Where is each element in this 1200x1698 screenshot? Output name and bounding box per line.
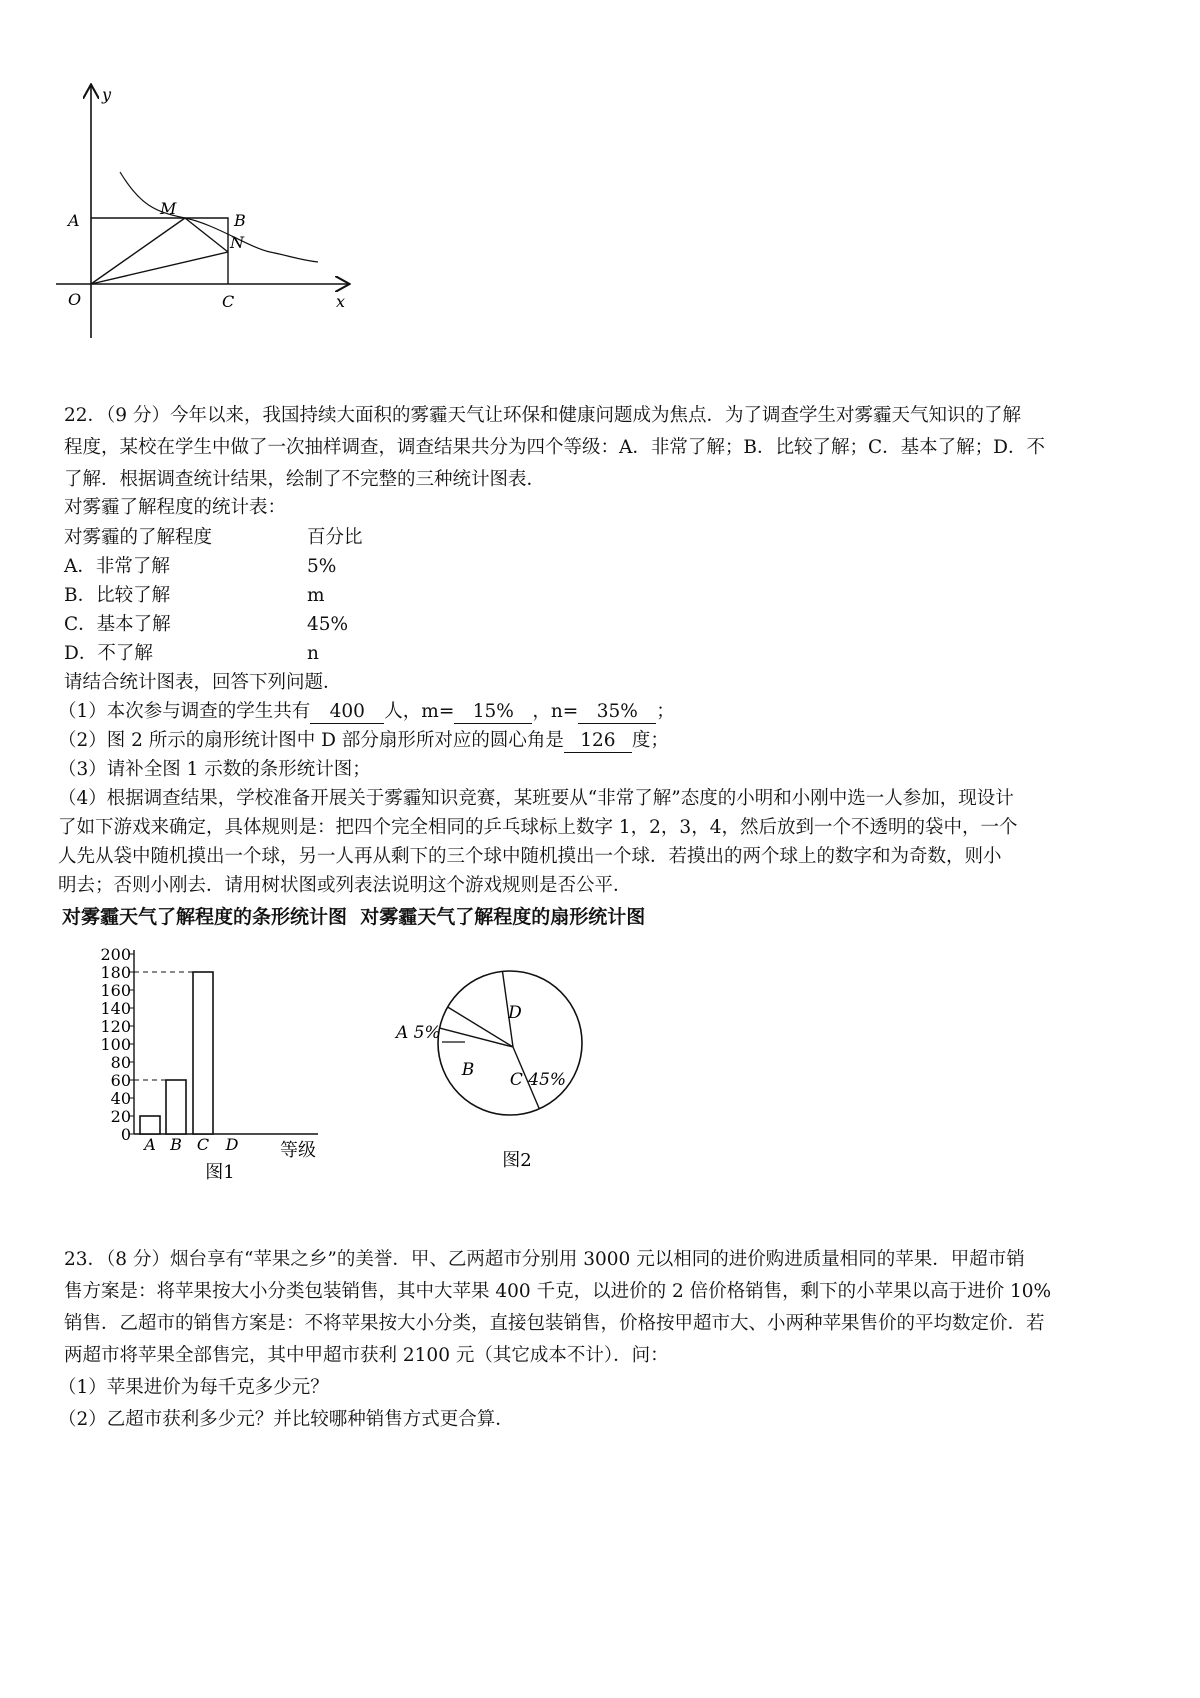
- q22-line-2: 程度，某校在学生中做了一次抽样调查，调查结果共分为四个等级：A．非常了解；B．比较了解；C．基本了解；D．不: [64, 437, 1045, 458]
- bar-y-tick-label: 20: [110, 1107, 131, 1126]
- table-cell-percent: 5%: [307, 556, 337, 577]
- q23-line-2: 售方案是：将苹果按大小分类包装销售，其中大苹果 400 千克，以进价的 2 倍价格销售，剩下的小苹果以高于进价 10%: [64, 1281, 1052, 1302]
- q22-intro: [64, 400, 1150, 496]
- bar-C: [193, 972, 213, 1134]
- bar-x-tick-label: D: [225, 1135, 239, 1154]
- bar-y-tick-label: 0: [120, 1125, 131, 1144]
- bar-y-tick-label: 140: [100, 999, 131, 1018]
- pie-slice-label: B: [461, 1060, 475, 1080]
- q22-subq-1-text-a: （1）本次参与调查的学生共有: [58, 701, 311, 722]
- answer-angle: 126: [564, 730, 632, 753]
- bar-A: [140, 1116, 160, 1134]
- table-cell-level: C．基本了解: [64, 614, 171, 635]
- q22-subq-4-line-4: 明去；否则小刚去．请用树状图或列表法说明这个游戏规则是否公平．: [58, 875, 632, 896]
- segment-om: [91, 218, 185, 284]
- label-y: y: [102, 85, 112, 104]
- chart-titles: 对雾霾天气了解程度的条形统计图 对雾霾天气了解程度的扇形统计图: [62, 906, 646, 928]
- table-row: [64, 581, 325, 611]
- pie-chart: [390, 950, 600, 1180]
- segment-mn: [185, 218, 228, 252]
- table-cell-level: A．非常了解: [64, 556, 170, 577]
- table-cell-percent: n: [307, 643, 319, 664]
- q23-subq-1: （1）苹果进价为每千克多少元？: [58, 1377, 329, 1398]
- q22-line-3: 了解．根据调查统计结果，绘制了不完整的三种统计图表．: [64, 469, 546, 490]
- label-c: C: [222, 292, 235, 311]
- q22-subq-3: （3）请补全图 1 示数的条形统计图；: [58, 759, 371, 780]
- bar-y-tick-label: 80: [110, 1053, 131, 1072]
- q22-subq-4-line-2: 了如下游戏来确定，具体规则是：把四个完全相同的乒乓球标上数字 1，2，3，4，然后放到一个不透明的袋中，一个: [58, 817, 1018, 838]
- table-cell-percent: m: [307, 585, 325, 606]
- table-row: [64, 639, 319, 669]
- answer-n: 35%: [578, 701, 656, 724]
- q22-subq-4-line-1: （4）根据调查结果，学校准备开展关于雾霾知识竞赛，某班要从“非常了解”态度的小明和小刚中选一人参加，现设计: [58, 788, 1014, 809]
- coordinate-figure: [50, 80, 360, 345]
- q22-subq-2-text-a: （2）图 2 所示的扇形统计图中 D 部分扇形所对应的圆心角是: [58, 730, 564, 751]
- label-a: A: [68, 211, 80, 230]
- q22-subq-1: [58, 697, 675, 727]
- table-cell-level: D．不了解: [64, 643, 153, 664]
- q22-subq-1-text-d: ；: [656, 701, 675, 722]
- table-cell-level: B．比较了解: [64, 585, 171, 606]
- table-title: 对雾霾了解程度的统计表：: [64, 497, 287, 518]
- table-header-percent: 百分比: [307, 527, 363, 548]
- bar-x-axis-label: 等级: [280, 1140, 316, 1161]
- label-n: N: [230, 233, 244, 252]
- pie-slice-label: D: [508, 1003, 522, 1023]
- q22-subq-1-text-b: 人，m=: [384, 701, 455, 722]
- bar-y-tick-label: 120: [100, 1017, 131, 1036]
- q23-line-3: 销售．乙超市的销售方案是：不将苹果按大小分类，直接包装销售，价格按甲超市大、小两种苹果售价的平均数定价．若: [64, 1313, 1045, 1334]
- bar-y-tick-label: 100: [100, 1035, 131, 1054]
- q22-subq-2: [58, 726, 669, 756]
- q22-subq-1-text-c: ，n=: [532, 701, 579, 722]
- pie-outline: [438, 971, 582, 1115]
- bar-B: [166, 1080, 186, 1134]
- bar-x-tick-label: B: [170, 1135, 182, 1154]
- bar-x-tick-label: A: [144, 1135, 156, 1154]
- q22-subq-4: [58, 784, 1144, 900]
- label-x: x: [336, 292, 346, 311]
- bar-y-tick-label: 200: [100, 945, 131, 964]
- q23-subq-2: （2）乙超市获利多少元？并比较哪种销售方式更合算．: [58, 1409, 514, 1430]
- label-b: B: [234, 211, 246, 230]
- q22-line-1: 22．（9 分）今年以来，我国持续大面积的雾霾天气让环保和健康问题成为焦点．为了调查学生对雾霾天气知识的了解: [64, 405, 1021, 426]
- pie-slice-label: A 5%: [396, 1023, 441, 1043]
- label-o: O: [68, 290, 82, 309]
- pie-chart-caption: 图2: [502, 1150, 532, 1171]
- table-row: [64, 552, 337, 582]
- rectangle-oabc: [91, 218, 228, 284]
- q22-prompt: 请结合统计图表，回答下列问题．: [64, 672, 342, 693]
- label-m: M: [160, 199, 177, 218]
- q23-line-4: 两超市将苹果全部售完，其中甲超市获利 2100 元（其它成本不计）．问：: [64, 1345, 669, 1366]
- table-header-level: 对雾霾的了解程度: [64, 527, 213, 548]
- q22-subq-2-text-b: 度；: [631, 730, 669, 751]
- bar-y-tick-label: 40: [110, 1089, 131, 1108]
- answer-m: 15%: [454, 701, 532, 724]
- hyperbola-curve: [120, 172, 318, 262]
- bar-y-tick-label: 180: [100, 963, 131, 982]
- table-header: [64, 523, 363, 553]
- bar-chart-caption: 图1: [205, 1162, 235, 1180]
- pie-slice-label: C 45%: [509, 1070, 567, 1090]
- bar-y-tick-label: 160: [100, 981, 131, 1000]
- bar-x-tick-label: C: [196, 1135, 210, 1154]
- answer-total: 400: [310, 701, 384, 724]
- table-row: [64, 610, 349, 640]
- segment-on: [91, 252, 228, 284]
- q23-line-1: 23．（8 分）烟台享有“苹果之乡”的美誉．甲、乙两超市分别用 3000 元以相同的进价购进质量相同的苹果．甲超市销: [64, 1249, 1025, 1270]
- bar-y-tick-label: 60: [110, 1071, 131, 1090]
- table-cell-percent: 45%: [307, 614, 349, 635]
- bar-chart: [90, 940, 340, 1180]
- q22-subq-4-line-3: 人先从袋中随机摸出一个球，另一人再从剩下的三个球中随机摸出一个球．若摸出的两个球上的数字和为奇数，则小: [58, 846, 1002, 867]
- q23: [58, 1244, 1150, 1436]
